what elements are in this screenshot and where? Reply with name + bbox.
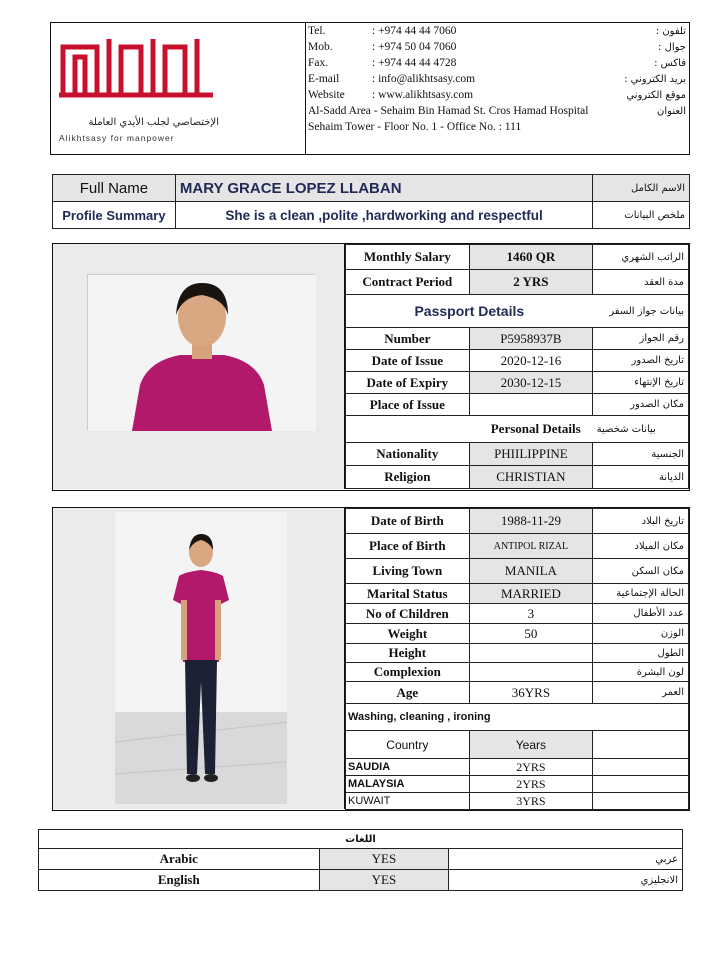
exp-years-3: 3YRS [469,793,593,810]
lang-english-ar: الانجليزي [449,870,683,891]
religion-value: CHRISTIAN [469,466,592,489]
logo-arabic-tagline: الإختصاصي لجلب الأيدي العاملة [88,117,219,128]
date-of-issue-value: 2020-12-16 [469,350,592,372]
passport-number-label: Number [346,328,470,350]
children-value: 3 [469,604,593,624]
country-header: Country [346,731,470,759]
nationality-ar: الجنسية [593,443,689,466]
date-of-expiry-value: 2030-12-15 [469,372,592,394]
date-of-expiry-ar: تاريخ الإنتهاء [593,372,689,394]
contact-mob-value: : +974 50 04 7060 [372,41,457,53]
place-of-birth-label: Place of Birth [346,534,470,559]
personal-details-heading-ar: بيانات شخصية [593,416,689,443]
contact-mob-ar: جوال : [658,42,686,53]
exp-country-3: KUWAIT [346,793,470,810]
contact-email-ar: بريد الكتروني : [624,74,686,85]
skills-text: Washing, cleaning , ironing [346,704,689,731]
contact-fax-ar: فاكس : [654,58,686,69]
person-headshot-icon [88,275,316,431]
contact-tel-label: Tel. [308,25,326,37]
nationality-value: PHIILIPPINE [469,443,592,466]
contact-website-value[interactable]: : www.alikhtsasy.com [372,89,474,101]
contact-mob-label: Mob. [308,41,333,53]
languages-heading-ar: اللغات [39,830,683,849]
logo-mark-icon [57,33,217,99]
exp-country-1: SAUDIA [346,759,470,776]
contact-email-value[interactable]: : info@alikhtsasy.com [372,73,476,85]
place-of-issue-ar: مكان الصدور [593,394,689,416]
marital-status-label: Marital Status [346,584,470,604]
monthly-salary-label: Monthly Salary [346,245,470,270]
exp-blank-1 [593,759,689,776]
contract-period-value: 2 YRS [469,270,592,295]
children-label: No of Children [346,604,470,624]
lang-english-label: English [39,870,320,891]
date-of-birth-label: Date of Birth [346,509,470,534]
contact-email-label: E-mail [308,73,340,85]
passport-number-value: P5958937B [469,328,592,350]
height-label: Height [346,644,470,663]
exp-country-2: MALAYSIA [346,776,470,793]
lang-arabic-ar: عربي [449,849,683,870]
living-town-ar: مكان السكن [593,559,689,584]
passport-details-heading-ar: بيانات جواز السفر [593,295,689,328]
section-details [52,507,690,811]
passport-number-ar: رقم الجواز [593,328,689,350]
person-fullbody-icon [115,512,287,804]
monthly-salary-ar: الراتب الشهري [593,245,689,270]
passport-table [345,244,689,489]
monthly-salary-value: 1460 QR [469,245,592,270]
religion-label: Religion [346,466,470,489]
lang-arabic-value: YES [319,849,449,870]
exp-years-1: 2YRS [469,759,593,776]
weight-label: Weight [346,624,470,644]
profile-summary-label: Profile Summary [53,202,176,229]
living-town-value: MANILA [469,559,593,584]
date-of-birth-value: 1988-11-29 [469,509,593,534]
exp-blank-2 [593,776,689,793]
nationality-label: Nationality [346,443,470,466]
contact-fax-value: : +974 44 44 4728 [372,57,457,69]
weight-ar: الوزن [593,624,689,644]
headshot-photo [87,274,315,430]
years-header: Years [469,731,593,759]
date-of-birth-ar: تاريخ البلاد [593,509,689,534]
contact-fax-label: Fax. [308,57,329,69]
address-line-2: Sehaim Tower - Floor No. 1 - Office No. : 111 [308,121,522,133]
age-label: Age [346,682,470,704]
personal-details-heading: Personal Details [346,416,593,443]
passport-details-heading: Passport Details [346,295,593,328]
height-value [469,644,593,663]
exp-years-2: 2YRS [469,776,593,793]
fullbody-photo [115,512,287,804]
date-of-issue-ar: تاريخ الصدور [593,350,689,372]
profile-summary-ar: ملخص البيانات [593,202,690,229]
religion-ar: الديانة [593,466,689,489]
lang-english-value: YES [319,870,449,891]
details-table [345,508,689,810]
age-value: 36YRS [469,682,593,704]
weight-value: 50 [469,624,593,644]
contact-tel-ar: تلفون : [655,26,686,37]
place-of-birth-ar: مكان الميلاد [593,534,689,559]
exp-blank-3 [593,793,689,810]
address-ar: العنوان [657,106,686,117]
header-box [50,22,690,155]
profile-table [52,174,690,229]
languages-table [38,829,683,891]
place-of-issue-label: Place of Issue [346,394,470,416]
lang-arabic-label: Arabic [39,849,320,870]
contract-period-label: Contract Period [346,270,470,295]
contact-website-ar: موقع الكتروني [626,90,686,101]
date-of-expiry-label: Date of Expiry [346,372,470,394]
full-name-label: Full Name [53,175,176,202]
contact-tel-value: : +974 44 44 7060 [372,25,457,37]
living-town-label: Living Town [346,559,470,584]
logo-english-tagline: Alikhtsasy for manpower [59,133,175,143]
profile-summary-value: She is a clean ,polite ,hardworking and respectful [175,202,592,229]
date-of-issue-label: Date of Issue [346,350,470,372]
age-ar: العمر [593,682,689,704]
children-ar: عدد الأطفال [593,604,689,624]
contract-period-ar: مدة العقد [593,270,689,295]
company-logo [51,23,306,154]
section-passport [52,243,690,491]
full-name-ar: الاسم الكامل [593,175,690,202]
contact-website-label: Website [308,89,345,101]
full-name-value: MARY GRACE LOPEZ LLABAN [175,175,592,202]
address-line-1: Al-Sadd Area - Sehaim Bin Hamad St. Cros Hamad Hospital [308,105,589,117]
place-of-birth-value: ANTIPOL RIZAL [469,534,593,559]
complexion-ar: لون البشرة [593,663,689,682]
complexion-value [469,663,593,682]
experience-header-blank [593,731,689,759]
place-of-issue-value [469,394,592,416]
marital-status-ar: الحالة الإجتماعية [593,584,689,604]
complexion-label: Complexion [346,663,470,682]
height-ar: الطول [593,644,689,663]
marital-status-value: MARRIED [469,584,593,604]
